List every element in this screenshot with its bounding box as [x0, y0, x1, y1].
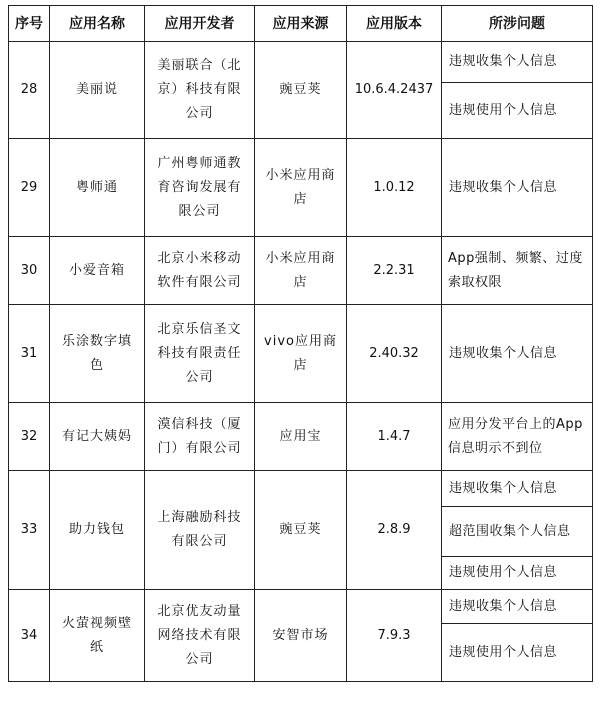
cell-no: 28 [9, 42, 50, 139]
table-row [9, 42, 593, 83]
header-developer: 应用开发者 [145, 6, 255, 42]
cell-no: 31 [9, 305, 50, 403]
cell-issue: 违规收集个人信息 [442, 139, 593, 237]
cell-developer: 北京小米移动软件有限公司 [145, 237, 255, 305]
cell-app-name: 粤师通 [50, 139, 145, 237]
cell-no: 30 [9, 237, 50, 305]
cell-developer: 北京乐信圣文科技有限责任公司 [145, 305, 255, 403]
cell-no: 33 [9, 471, 50, 590]
header-source: 应用来源 [255, 6, 347, 42]
cell-developer: 漠信科技（厦门）有限公司 [145, 403, 255, 471]
header-issues: 所涉问题 [442, 6, 593, 42]
header-no: 序号 [9, 6, 50, 42]
cell-no: 29 [9, 139, 50, 237]
table-row [9, 590, 593, 624]
cell-no: 34 [9, 590, 50, 682]
cell-issue: 违规收集个人信息 [442, 42, 593, 83]
cell-app-name: 火萤视频壁纸 [50, 590, 145, 682]
cell-issue: App强制、频繁、过度索取权限 [442, 237, 593, 305]
cell-source: 小米应用商店 [255, 237, 347, 305]
cell-issue: 违规使用个人信息 [442, 557, 593, 590]
cell-issue: 超范围收集个人信息 [442, 507, 593, 557]
header-version: 应用版本 [347, 6, 442, 42]
cell-app-name: 有记大姨妈 [50, 403, 145, 471]
cell-app-name: 助力钱包 [50, 471, 145, 590]
cell-issue: 违规使用个人信息 [442, 624, 593, 682]
cell-issue: 违规使用个人信息 [442, 83, 593, 139]
cell-source: 豌豆荚 [255, 42, 347, 139]
table-row [9, 139, 593, 237]
cell-version: 7.9.3 [347, 590, 442, 682]
app-issues-table [8, 5, 593, 682]
cell-no: 32 [9, 403, 50, 471]
cell-version: 1.4.7 [347, 403, 442, 471]
table-row [9, 305, 593, 403]
cell-developer: 广州粤师通教育咨询发展有限公司 [145, 139, 255, 237]
cell-version: 2.2.31 [347, 237, 442, 305]
cell-source: vivo应用商店 [255, 305, 347, 403]
cell-developer: 北京优友动量网络技术有限公司 [145, 590, 255, 682]
header-row [9, 6, 593, 42]
cell-app-name: 小爱音箱 [50, 237, 145, 305]
header-app-name: 应用名称 [50, 6, 145, 42]
cell-issue: 违规收集个人信息 [442, 471, 593, 507]
table-row [9, 471, 593, 507]
cell-source: 应用宝 [255, 403, 347, 471]
cell-version: 10.6.4.2437 [347, 42, 442, 139]
cell-version: 2.8.9 [347, 471, 442, 590]
table-row [9, 237, 593, 305]
cell-issue: 违规收集个人信息 [442, 305, 593, 403]
cell-version: 2.40.32 [347, 305, 442, 403]
cell-version: 1.0.12 [347, 139, 442, 237]
cell-source: 豌豆荚 [255, 471, 347, 590]
cell-source: 小米应用商店 [255, 139, 347, 237]
cell-app-name: 乐涂数字填色 [50, 305, 145, 403]
cell-app-name: 美丽说 [50, 42, 145, 139]
cell-developer: 美丽联合（北京）科技有限公司 [145, 42, 255, 139]
cell-issue: 违规收集个人信息 [442, 590, 593, 624]
cell-source: 安智市场 [255, 590, 347, 682]
table-row [9, 403, 593, 471]
cell-developer: 上海融励科技有限公司 [145, 471, 255, 590]
cell-issue: 应用分发平台上的App信息明示不到位 [442, 403, 593, 471]
